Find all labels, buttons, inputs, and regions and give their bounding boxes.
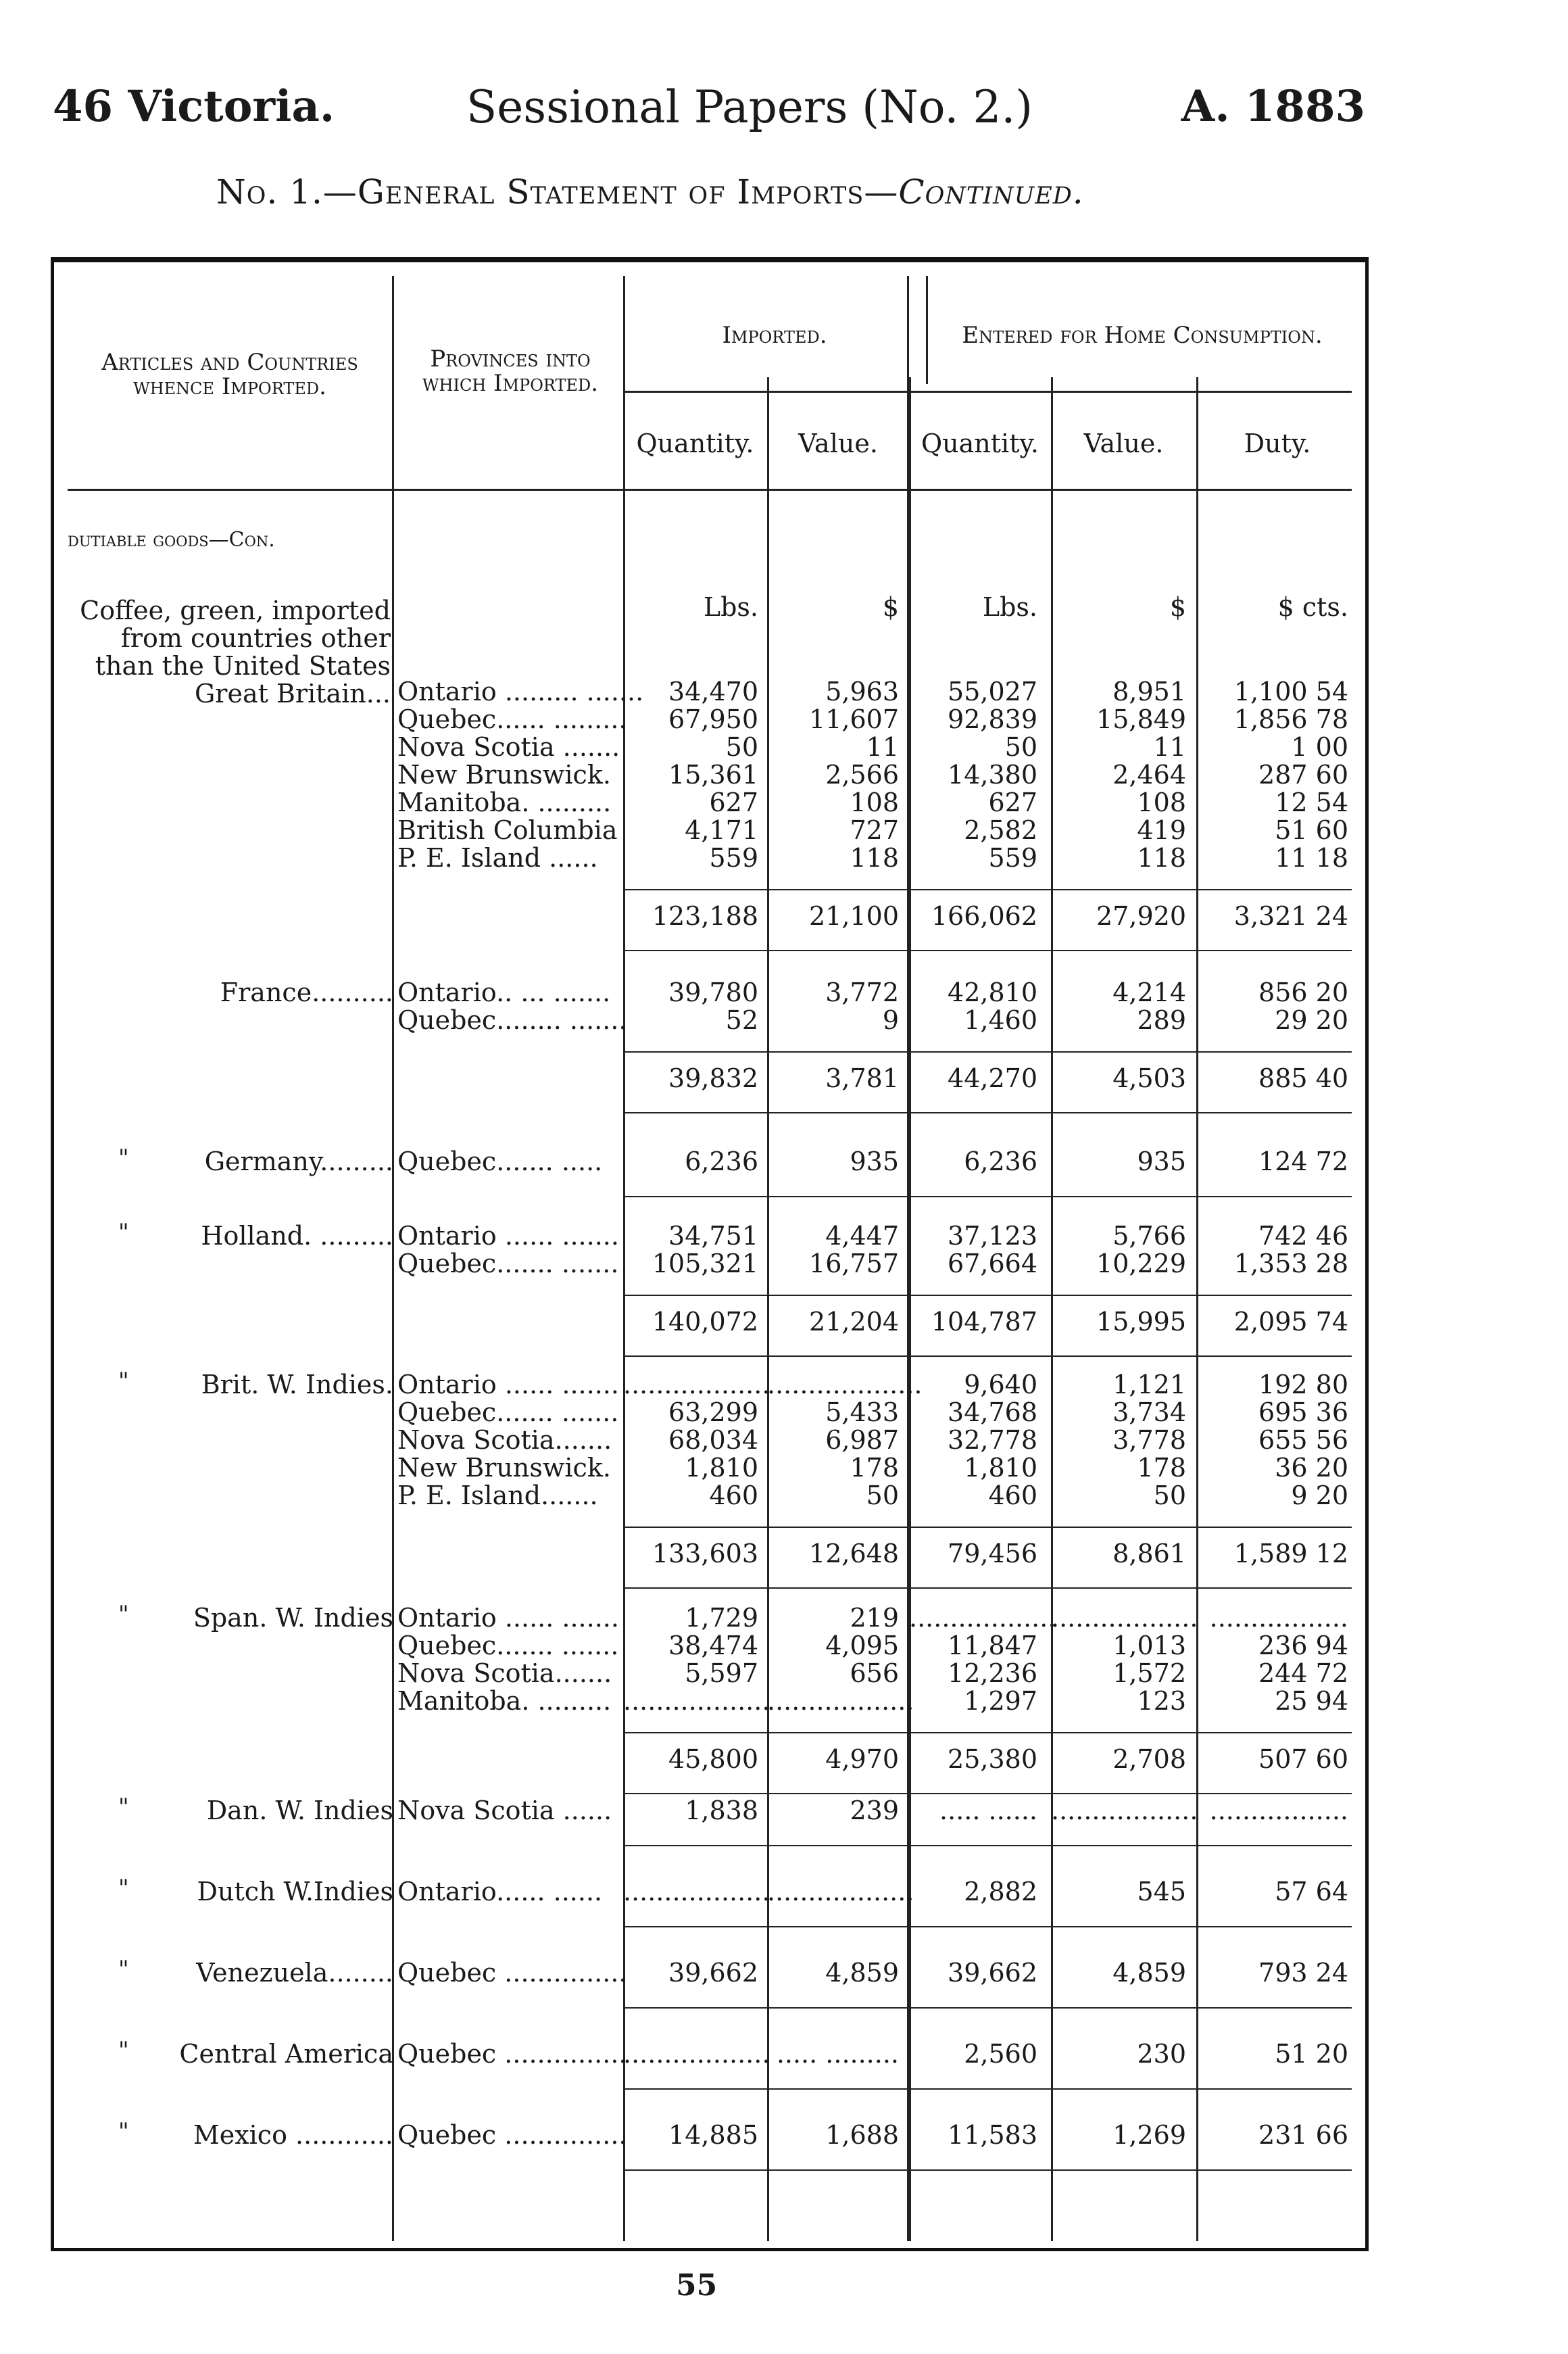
total-cell-d: 507 60 — [1258, 1744, 1348, 1774]
value-cell-q2: ..... ...... — [939, 1796, 1037, 1825]
value-cell-d: 236 94 — [1258, 1631, 1348, 1660]
total-cell-v2: 15,995 — [1096, 1307, 1186, 1337]
value-cell-q2: 50 — [1004, 732, 1037, 762]
total-cell-q2: 44,270 — [948, 1063, 1037, 1093]
col-value2-header: Value. — [1083, 429, 1164, 458]
col-value-header: Value. — [798, 429, 878, 458]
value-cell-v1: 1,688 — [825, 2120, 899, 2150]
value-cell-v2: 178 — [1137, 1453, 1186, 1483]
province-cell: Quebec........ ....... — [397, 1005, 627, 1035]
unit-q2: Lbs. — [982, 592, 1037, 622]
article-title-line: Great Britain... — [194, 679, 391, 708]
province-cell: Nova Scotia ....... — [397, 732, 620, 762]
header-rule — [68, 489, 1352, 491]
value-cell-v2: 108 — [1137, 788, 1186, 817]
article-title-line: Coffee, green, imported — [80, 596, 391, 625]
province-cell: P. E. Island....... — [397, 1481, 598, 1510]
ditto-mark: " — [118, 2037, 129, 2064]
value-cell-d: 287 60 — [1258, 760, 1348, 790]
total-cell-v1: 12,648 — [809, 1539, 899, 1568]
value-cell-d: 1,100 54 — [1233, 677, 1348, 706]
country-label: Brit. W. Indies. — [201, 1370, 393, 1399]
value-cell-d: 655 56 — [1258, 1425, 1348, 1455]
value-cell-v2: 3,778 — [1112, 1425, 1186, 1455]
value-cell-q2: 55,027 — [948, 677, 1037, 706]
value-cell-v1: 5,433 — [825, 1397, 899, 1427]
page-subtitle — [216, 172, 1084, 212]
value-cell-v2: 1,121 — [1112, 1370, 1186, 1399]
total-cell-d: 1,589 12 — [1233, 1539, 1348, 1568]
value-cell-d: 231 66 — [1258, 2120, 1348, 2150]
value-cell-v2: 2,464 — [1112, 760, 1186, 790]
province-cell: New Brunswick. — [397, 1453, 611, 1483]
value-cell-v2: 545 — [1137, 1877, 1186, 1906]
province-cell: British Columbia — [397, 815, 618, 845]
ditto-mark: " — [118, 1368, 129, 1395]
ditto-mark: " — [118, 1219, 129, 1246]
total-cell-q2: 25,380 — [948, 1744, 1037, 1774]
subtotal-rule — [623, 889, 1352, 890]
value-cell-v1: 108 — [850, 788, 899, 817]
value-cell-d: 12 54 — [1275, 788, 1348, 817]
ditto-mark: " — [118, 1145, 129, 1172]
province-cell: Quebec ............... — [397, 1958, 627, 1988]
subtotal-rule — [623, 1051, 1352, 1053]
province-cell: Nova Scotia....... — [397, 1425, 612, 1455]
value-cell-v1: ................... — [767, 1370, 923, 1399]
total-cell-v2: 2,708 — [1112, 1744, 1186, 1774]
total-cell-q1: 133,603 — [652, 1539, 758, 1568]
value-cell-d: 695 36 — [1258, 1397, 1348, 1427]
value-cell-d: 1 00 — [1291, 732, 1348, 762]
value-cell-q2: 92,839 — [948, 704, 1037, 734]
unit-q1: Lbs. — [703, 592, 758, 622]
value-cell-v1: 3,772 — [825, 978, 899, 1007]
country-label: France.......... — [220, 978, 393, 1007]
value-cell-q1: 68,034 — [668, 1425, 758, 1455]
ditto-mark: " — [118, 1956, 129, 1983]
value-cell-q1: 460 — [709, 1481, 758, 1510]
value-cell-d: 9 20 — [1291, 1481, 1348, 1510]
value-cell-d: 742 46 — [1258, 1221, 1348, 1251]
country-label: Central America — [179, 2039, 393, 2069]
col-articles-header: Articles and Countries whence Imported. — [101, 349, 358, 400]
ditto-mark: " — [118, 1601, 129, 1628]
total-cell-q1: 45,800 — [668, 1744, 758, 1774]
value-cell-q2: 11,583 — [948, 2120, 1037, 2150]
group-rule — [623, 1845, 1352, 1846]
header-rule — [623, 391, 1352, 393]
value-cell-q2: 6,236 — [964, 1147, 1037, 1176]
country-label: Germany......... — [204, 1147, 393, 1176]
group-rule — [623, 2007, 1352, 2009]
country-label: Holland. ......... — [201, 1221, 393, 1251]
value-cell-v2: 3,734 — [1112, 1397, 1186, 1427]
value-cell-q2: .................. — [909, 1603, 1056, 1633]
ditto-mark: " — [118, 2118, 129, 2145]
value-cell-d: 192 80 — [1258, 1370, 1348, 1399]
value-cell-d: 1,856 78 — [1233, 704, 1348, 734]
value-cell-v2: 4,859 — [1112, 1958, 1186, 1988]
value-cell-v2: 50 — [1153, 1481, 1186, 1510]
value-cell-d: 1,353 28 — [1233, 1249, 1348, 1278]
province-cell: Ontario...... ...... — [397, 1877, 603, 1906]
article-title-line: from countries other — [120, 623, 391, 653]
value-cell-q1: 1,810 — [685, 1453, 758, 1483]
ditto-mark: " — [118, 1794, 129, 1821]
value-cell-q1: 63,299 — [668, 1397, 758, 1427]
total-cell-d: 2,095 74 — [1233, 1307, 1348, 1337]
total-cell-q2: 104,787 — [931, 1307, 1037, 1337]
value-cell-q1: 627 — [709, 788, 758, 817]
province-cell: New Brunswick. — [397, 760, 611, 790]
header-right: A. 1883 — [1181, 81, 1365, 132]
col-quantity-header: Quantity. — [636, 429, 754, 458]
total-cell-d: 3,321 24 — [1233, 901, 1348, 931]
group-rule — [623, 2088, 1352, 2090]
province-cell: Nova Scotia....... — [397, 1658, 612, 1688]
value-cell-q2: 1,810 — [964, 1453, 1037, 1483]
value-cell-v1: 727 — [850, 815, 899, 845]
value-cell-v2: 1,269 — [1112, 2120, 1186, 2150]
province-cell: Quebec....... ....... — [397, 1249, 619, 1278]
value-cell-q1: 1,838 — [685, 1796, 758, 1825]
group-rule — [623, 950, 1352, 951]
value-cell-q1: 4,171 — [685, 815, 758, 845]
province-cell: Nova Scotia ...... — [397, 1796, 612, 1825]
col-quantity2-header: Quantity. — [921, 429, 1039, 458]
value-cell-v1: 4,859 — [825, 1958, 899, 1988]
value-cell-q1: 1,729 — [685, 1603, 758, 1633]
subtitle-main: No. 1.—General Statement of Imports— — [216, 172, 899, 212]
total-cell-q2: 166,062 — [931, 901, 1037, 931]
province-cell: Quebec ............... — [397, 2120, 627, 2150]
value-cell-v1: 219 — [850, 1603, 899, 1633]
value-cell-v1: 50 — [866, 1481, 899, 1510]
total-cell-q1: 140,072 — [652, 1307, 758, 1337]
total-cell-v1: 21,204 — [809, 1307, 899, 1337]
value-cell-v1: 4,095 — [825, 1631, 899, 1660]
total-cell-v1: 4,970 — [825, 1744, 899, 1774]
group-rule — [623, 1926, 1352, 1927]
value-cell-v1: 11,607 — [809, 704, 899, 734]
value-cell-q1: 15,361 — [668, 760, 758, 790]
total-cell-v1: 21,100 — [809, 901, 899, 931]
header-center: Sessional Papers (No. 2.) — [466, 81, 1033, 133]
province-cell: Quebec ............... — [397, 2039, 627, 2069]
country-label: Mexico ............ — [193, 2120, 393, 2150]
value-cell-v1: 9 — [882, 1005, 899, 1035]
value-cell-d: 124 72 — [1258, 1147, 1348, 1176]
col-imported-header: Imported. — [722, 322, 827, 349]
value-cell-q2: 460 — [988, 1481, 1037, 1510]
value-cell-v1: .................. — [767, 1877, 914, 1906]
total-cell-q2: 79,456 — [948, 1539, 1037, 1568]
province-cell: Ontario ...... ....... — [397, 1603, 619, 1633]
value-cell-v1: 935 — [850, 1147, 899, 1176]
value-cell-v1: 5,963 — [825, 677, 899, 706]
value-cell-q2: 12,236 — [948, 1658, 1037, 1688]
total-cell-d: 885 40 — [1258, 1063, 1348, 1093]
total-cell-v2: 27,920 — [1096, 901, 1186, 931]
total-cell-v1: 3,781 — [825, 1063, 899, 1093]
header-left: 46 Victoria. — [53, 81, 335, 132]
value-cell-v1: 178 — [850, 1453, 899, 1483]
value-cell-d: 793 24 — [1258, 1958, 1348, 1988]
group-rule — [623, 2169, 1352, 2171]
value-cell-v1: ..... ......... — [776, 2039, 899, 2069]
value-cell-v1: .................. — [767, 1686, 914, 1716]
country-label: Dutch W.Indies — [197, 1877, 393, 1906]
article-title-line: than the United States — [95, 651, 391, 681]
province-cell: Manitoba. ......... — [397, 788, 612, 817]
value-cell-v2: 8,951 — [1112, 677, 1186, 706]
value-cell-v1: 118 — [850, 843, 899, 873]
value-cell-v2: .................. — [1051, 1796, 1198, 1825]
group-rule — [623, 1793, 1352, 1794]
value-cell-v2: 10,229 — [1096, 1249, 1186, 1278]
value-cell-q2: 67,664 — [948, 1249, 1037, 1278]
group-rule — [623, 1587, 1352, 1589]
total-cell-q1: 39,832 — [668, 1063, 758, 1093]
value-cell-q1: 39,662 — [668, 1958, 758, 1988]
province-cell: Ontario ...... ....... — [397, 1370, 619, 1399]
value-cell-q2: 39,662 — [948, 1958, 1037, 1988]
value-cell-q1: 5,597 — [685, 1658, 758, 1688]
unit-v2: $ — [1169, 592, 1186, 622]
value-cell-v2: 289 — [1137, 1005, 1186, 1035]
value-cell-q1: .................. — [623, 1877, 770, 1906]
value-cell-q2: 2,560 — [964, 2039, 1037, 2069]
value-cell-q2: 2,882 — [964, 1877, 1037, 1906]
value-cell-q1: .................. — [623, 1686, 770, 1716]
value-cell-v1: 16,757 — [809, 1249, 899, 1278]
value-cell-d: 57 64 — [1275, 1877, 1348, 1906]
value-cell-v2: 1,572 — [1112, 1658, 1186, 1688]
value-cell-d: 11 18 — [1275, 843, 1348, 873]
imports-table — [51, 257, 1369, 2251]
value-cell-q1: 34,470 — [668, 677, 758, 706]
subtotal-rule — [623, 1527, 1352, 1528]
value-cell-q2: 37,123 — [948, 1221, 1037, 1251]
value-cell-d: ................. — [1209, 1603, 1348, 1633]
value-cell-d: 25 94 — [1275, 1686, 1348, 1716]
province-cell: Quebec....... ..... — [397, 1147, 603, 1176]
value-cell-q2: 11,847 — [948, 1631, 1037, 1660]
col-duty-header: Duty. — [1244, 429, 1311, 458]
value-cell-v2: 123 — [1137, 1686, 1186, 1716]
value-cell-q2: 2,582 — [964, 815, 1037, 845]
value-cell-q1: 39,780 — [668, 978, 758, 1007]
value-cell-q2: 627 — [988, 788, 1037, 817]
province-cell: Quebec....... ....... — [397, 1631, 619, 1660]
group-rule — [623, 1112, 1352, 1113]
value-cell-d: ................. — [1209, 1796, 1348, 1825]
value-cell-v1: 2,566 — [825, 760, 899, 790]
subtotal-rule — [623, 1295, 1352, 1296]
col-divider — [392, 276, 394, 2241]
province-cell: Ontario ...... ....... — [397, 1221, 619, 1251]
value-cell-v2: 419 — [1137, 815, 1186, 845]
unit-duty: $ cts. — [1277, 592, 1348, 622]
province-cell: Ontario.. ... ....... — [397, 978, 611, 1007]
subtotal-rule — [623, 1732, 1352, 1733]
total-cell-v2: 4,503 — [1112, 1063, 1186, 1093]
unit-v1: $ — [882, 592, 899, 622]
value-cell-q1: 52 — [725, 1005, 758, 1035]
value-cell-q1: 559 — [709, 843, 758, 873]
value-cell-q2: 559 — [988, 843, 1037, 873]
value-cell-q1: 34,751 — [668, 1221, 758, 1251]
group-rule — [623, 1196, 1352, 1197]
value-cell-v1: 6,987 — [825, 1425, 899, 1455]
subtitle-continued: Continued. — [898, 172, 1084, 212]
value-cell-q1: 6,236 — [685, 1147, 758, 1176]
page-number: 55 — [676, 2268, 718, 2303]
ditto-mark: " — [118, 1875, 129, 1902]
value-cell-v2: 935 — [1137, 1147, 1186, 1176]
province-cell: P. E. Island ...... — [397, 843, 598, 873]
value-cell-q1: 14,885 — [668, 2120, 758, 2150]
value-cell-q2: 1,460 — [964, 1005, 1037, 1035]
value-cell-q1: .................. — [623, 1370, 770, 1399]
value-cell-q1: 50 — [725, 732, 758, 762]
country-label: Dan. W. Indies — [206, 1796, 393, 1825]
value-cell-d: 244 72 — [1258, 1658, 1348, 1688]
value-cell-v2: 15,849 — [1096, 704, 1186, 734]
value-cell-d: 36 20 — [1275, 1453, 1348, 1483]
value-cell-d: 51 60 — [1275, 815, 1348, 845]
value-cell-v1: 239 — [850, 1796, 899, 1825]
value-cell-q1: 38,474 — [668, 1631, 758, 1660]
value-cell-v2: .................. — [1051, 1603, 1198, 1633]
value-cell-q2: 34,768 — [948, 1397, 1037, 1427]
col-entered-header: Entered for Home Consumption. — [962, 322, 1323, 349]
value-cell-q1: 67,950 — [668, 704, 758, 734]
value-cell-v2: 1,013 — [1112, 1631, 1186, 1660]
province-cell: Quebec....... ....... — [397, 1397, 619, 1427]
value-cell-d: 51 20 — [1275, 2039, 1348, 2069]
value-cell-d: 856 20 — [1258, 978, 1348, 1007]
value-cell-v1: 11 — [866, 732, 899, 762]
value-cell-v1: 4,447 — [825, 1221, 899, 1251]
value-cell-q2: 9,640 — [964, 1370, 1037, 1399]
value-cell-v2: 5,766 — [1112, 1221, 1186, 1251]
value-cell-v2: 4,214 — [1112, 978, 1186, 1007]
total-cell-q1: 123,188 — [652, 901, 758, 931]
section-label: dutiable goods—Con. — [68, 528, 275, 552]
value-cell-d: 29 20 — [1275, 1005, 1348, 1035]
total-cell-v2: 8,861 — [1112, 1539, 1186, 1568]
province-cell: Quebec...... ......... — [397, 704, 627, 734]
province-cell: Manitoba. ......... — [397, 1686, 612, 1716]
value-cell-v2: 11 — [1153, 732, 1186, 762]
value-cell-v2: 118 — [1137, 843, 1186, 873]
group-rule — [623, 1355, 1352, 1357]
value-cell-q1: .................. — [623, 2039, 770, 2069]
country-label: Span. W. Indies — [193, 1603, 393, 1633]
province-cell: Ontario ......... ....... — [397, 677, 644, 706]
col-provinces-header: Provinces into which Imported. — [422, 345, 599, 397]
value-cell-v1: 656 — [850, 1658, 899, 1688]
value-cell-q1: 105,321 — [652, 1249, 758, 1278]
value-cell-v2: 230 — [1137, 2039, 1186, 2069]
value-cell-q2: 32,778 — [948, 1425, 1037, 1455]
value-cell-q2: 14,380 — [948, 760, 1037, 790]
country-label: Venezuela........ — [196, 1958, 393, 1988]
value-cell-q2: 42,810 — [948, 978, 1037, 1007]
value-cell-q2: 1,297 — [964, 1686, 1037, 1716]
